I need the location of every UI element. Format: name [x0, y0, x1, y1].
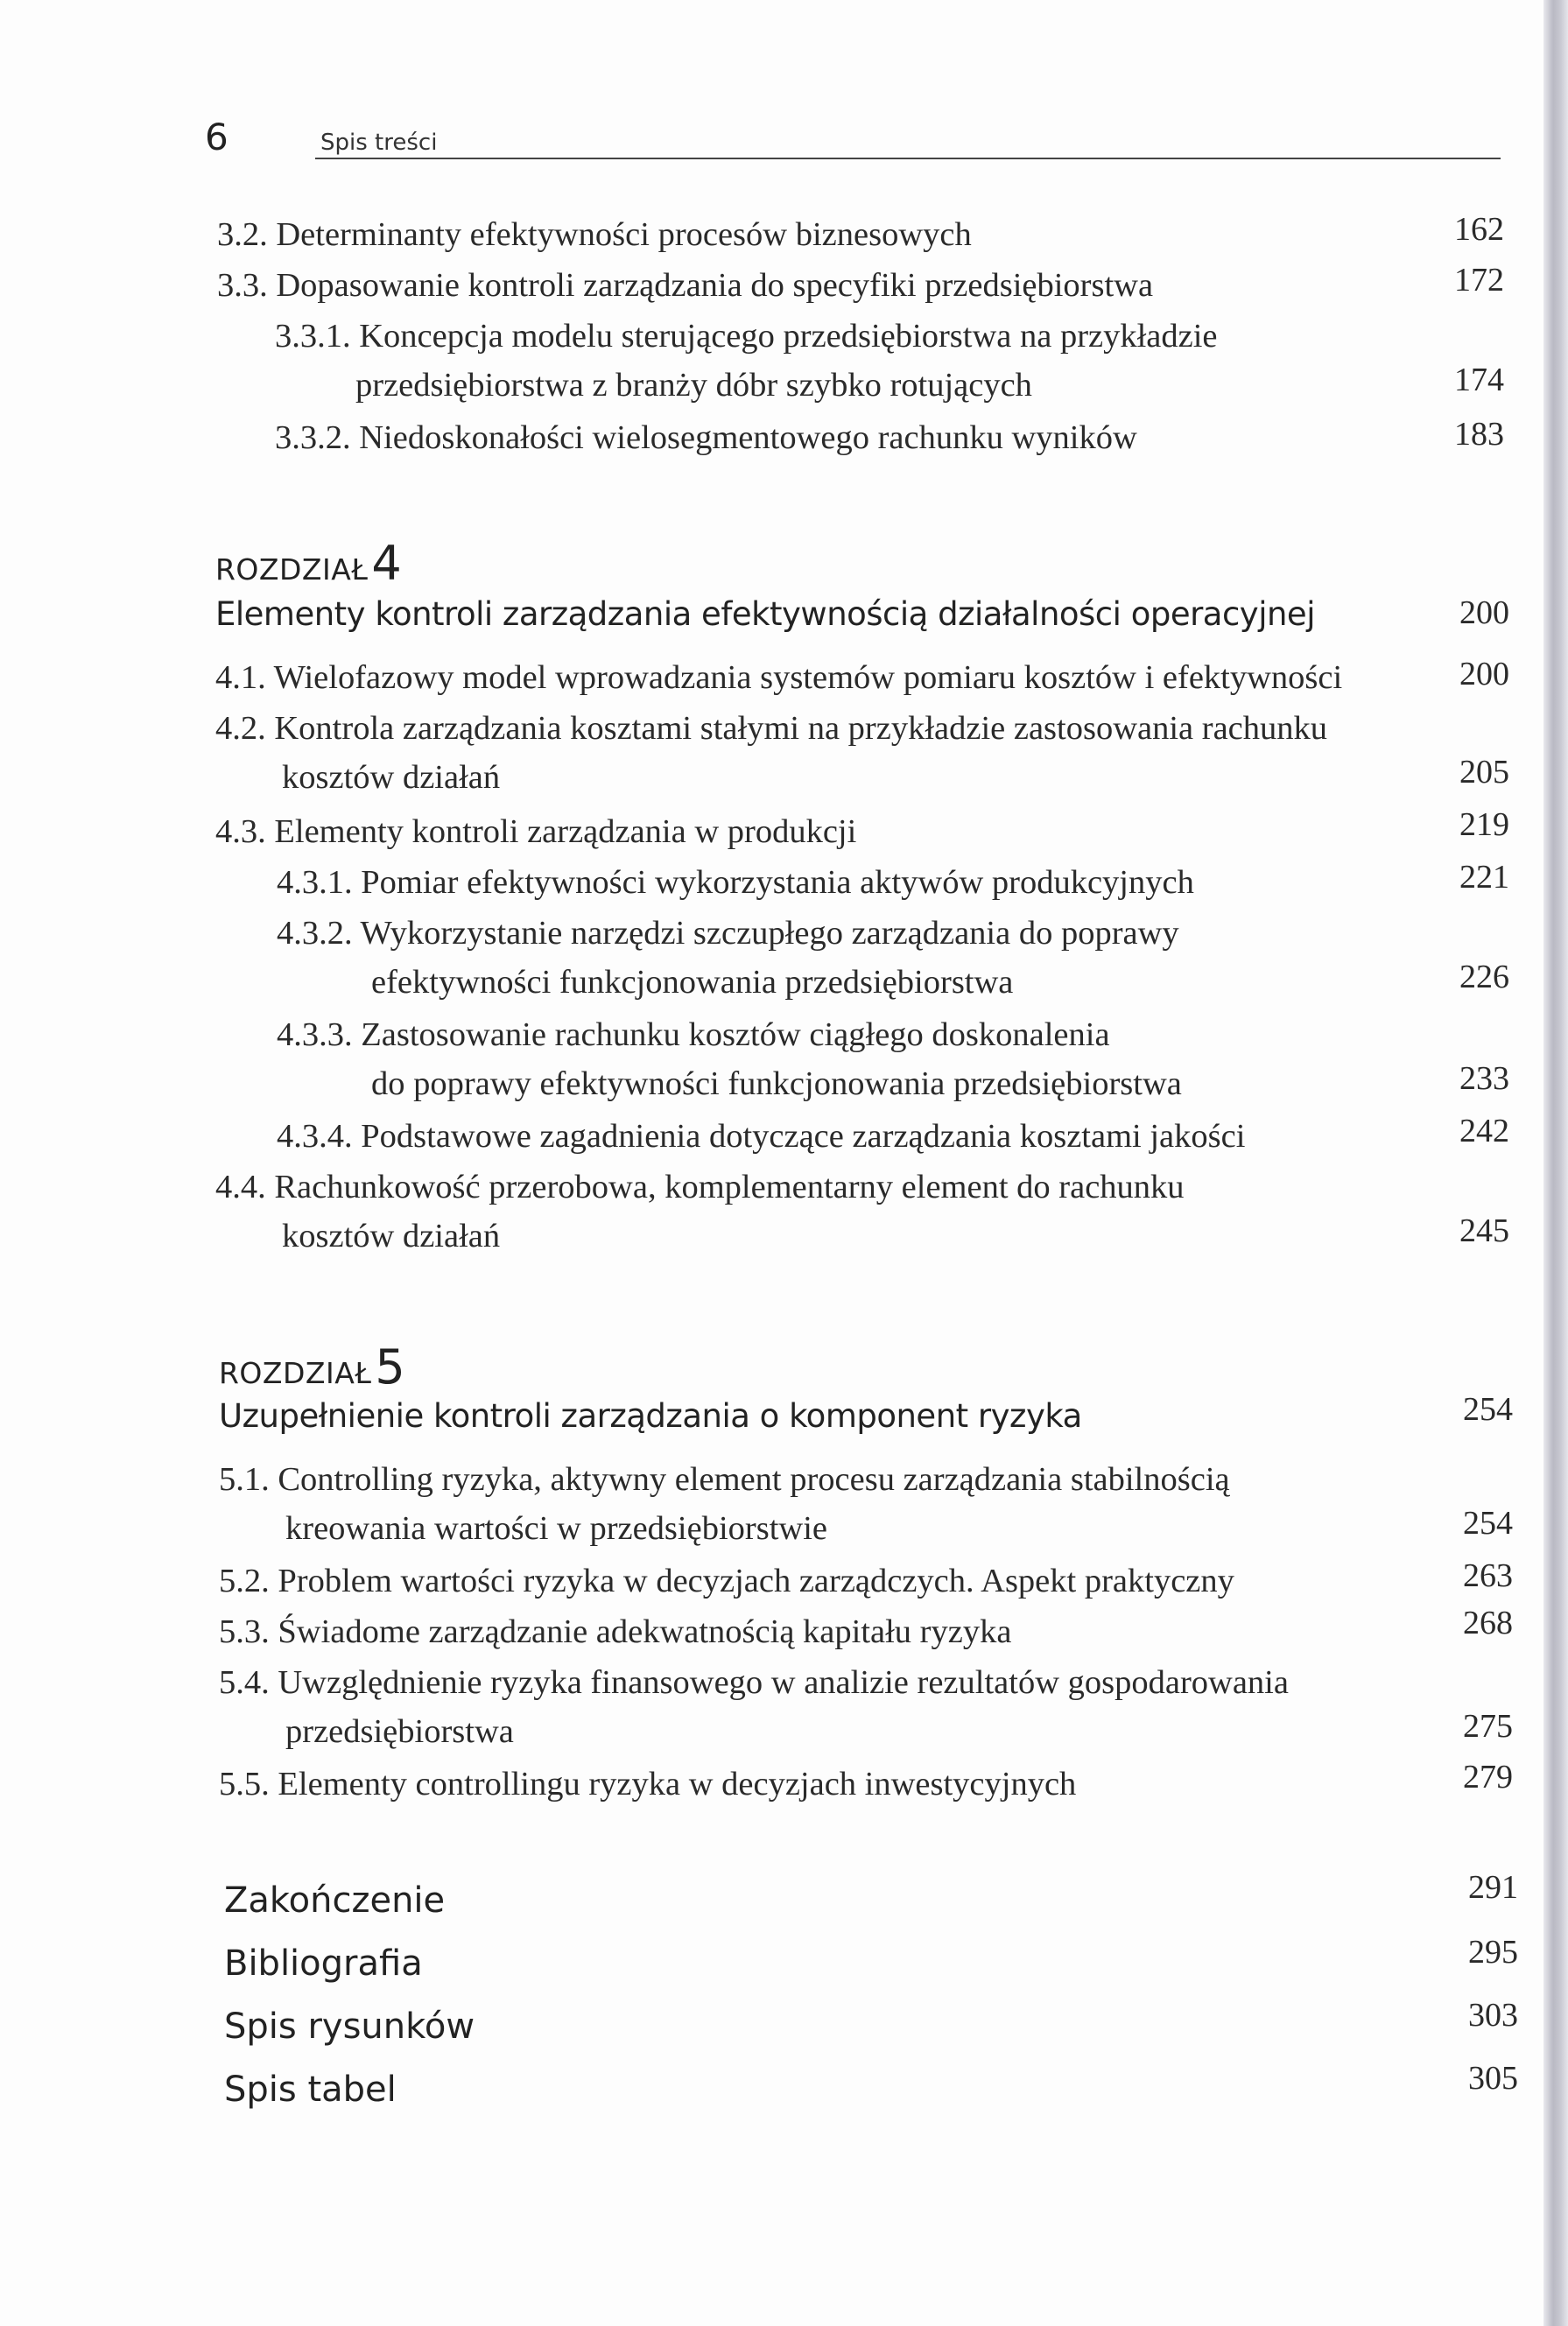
- toc-entry-4-3-4[interactable]: [277, 1113, 1509, 1156]
- toc-entry-title-line-2: kreowania wartości w przedsiębiorstwie: [285, 1510, 827, 1547]
- toc-entry-page: 200: [1459, 656, 1509, 692]
- toc-entry-4-4[interactable]: [215, 1168, 1509, 1264]
- toc-entry-3-3-1[interactable]: [275, 317, 1504, 413]
- toc-entry-4-1[interactable]: [215, 658, 1509, 697]
- running-title: Spis treści: [320, 130, 438, 156]
- toc-entry-page: 242: [1459, 1113, 1509, 1149]
- toc-entry-4-3-2[interactable]: [277, 914, 1509, 1010]
- toc-entry-page: 172: [1454, 262, 1504, 299]
- chapter-page: 254: [1463, 1391, 1513, 1428]
- end-matter-page: 305: [1468, 2060, 1518, 2097]
- end-matter-spis-tabel[interactable]: [224, 2060, 1518, 2113]
- toc-entry-page: 221: [1459, 859, 1509, 896]
- toc-entry-4-3-1[interactable]: [277, 859, 1509, 902]
- chapter-title: Elementy kontroli zarządzania efektywnością działalności operacyjnej: [215, 595, 1315, 633]
- toc-entry-title: 4.3. Elementy kontroli zarządzania w produkcji: [215, 813, 857, 850]
- toc-entry-title: 5.2. Problem wartości ryzyka w decyzjach zarządczych. Aspekt praktyczny: [219, 1563, 1234, 1599]
- scanner-edge-shadow: [1543, 0, 1568, 2326]
- toc-entry-title-line-1: 4.3.2. Wykorzystanie narzędzi szczupłego zarządzania do poprawy: [277, 915, 1179, 952]
- toc-entry-page: 279: [1463, 1759, 1513, 1795]
- toc-entry-title-line-1: 3.3.1. Koncepcja modelu sterującego przedsiębiorstwa na przykładzie: [275, 318, 1218, 355]
- toc-entry-4-3-3[interactable]: [277, 1015, 1509, 1112]
- toc-entry-title-line-1: 5.4. Uwzględnienie ryzyka finansowego w analizie rezultatów gospodarowania: [219, 1664, 1289, 1701]
- toc-entry-title: 4.1. Wielofazowy model wprowadzania systemów pomiaru kosztów i efektywności: [215, 659, 1343, 696]
- toc-entry-title: 3.2. Determinanty efektywności procesów biznesowych: [217, 216, 972, 253]
- toc-entry-3-2[interactable]: [217, 211, 1504, 254]
- chapter-title: Uzupełnienie kontroli zarządzania o komponent ryzyka: [219, 1397, 1082, 1435]
- end-matter-page: 303: [1468, 1997, 1518, 2034]
- toc-entry-page: 268: [1463, 1605, 1513, 1641]
- toc-entry-5-4[interactable]: [219, 1663, 1513, 1760]
- toc-entry-title-line-1: 4.2. Kontrola zarządzania kosztami stałymi na przykładzie zastosowania rachunku: [215, 710, 1328, 747]
- toc-entry-page: 219: [1459, 806, 1509, 843]
- toc-entry-page: 183: [1454, 416, 1504, 453]
- toc-entry-page: 205: [1459, 754, 1509, 791]
- toc-entry-title: 5.3. Świadome zarządzanie adekwatnością kapitału ryzyka: [219, 1613, 1012, 1650]
- end-matter-title: Spis rysunków: [224, 2006, 475, 2047]
- toc-entry-page: 275: [1463, 1708, 1513, 1745]
- end-matter-title: Spis tabel: [224, 2070, 397, 2110]
- chapter-page: 200: [1459, 594, 1509, 631]
- toc-entry-title: 3.3. Dopasowanie kontroli zarządzania do specyfiki przedsiębiorstwa: [217, 267, 1154, 304]
- toc-entry-title-line-2: kosztów działań: [282, 759, 501, 796]
- end-matter-spis-rysunkow[interactable]: [224, 1997, 1518, 2050]
- toc-entry-3-3-2[interactable]: [275, 418, 1504, 457]
- end-matter-zakonczenie[interactable]: [224, 1869, 1518, 1924]
- toc-entry-title-line-2: efektywności funkcjonowania przedsiębiorstwa: [371, 964, 1014, 1001]
- toc-entry-5-3[interactable]: [219, 1605, 1513, 1651]
- header-rule: [315, 158, 1501, 159]
- toc-entry-5-2[interactable]: [219, 1557, 1513, 1600]
- end-matter-page: 295: [1468, 1934, 1518, 1971]
- chapter-label: ROZDZIAŁ: [219, 1356, 372, 1390]
- toc-entry-3-3[interactable]: [217, 262, 1504, 305]
- chapter-label-4: [215, 536, 402, 591]
- toc-entry-4-2[interactable]: [215, 709, 1509, 805]
- toc-entry-title-line-1: 5.1. Controlling ryzyka, aktywny element procesu zarządzania stabilnością: [219, 1461, 1230, 1498]
- toc-entry-page: 162: [1454, 211, 1504, 248]
- toc-entry-title-line-1: 4.4. Rachunkowość przerobowa, komplementarny element do rachunku: [215, 1169, 1185, 1205]
- toc-entry-title-line-2: kosztów działań: [282, 1218, 501, 1254]
- chapter-5-heading[interactable]: [219, 1391, 1513, 1441]
- toc-entry-title-line-2: przedsiębiorstwa z branży dóbr szybko rotujących: [355, 367, 1032, 404]
- end-matter-page: 291: [1468, 1869, 1518, 1906]
- chapter-4-heading[interactable]: [215, 595, 1509, 639]
- end-matter-title: Zakończenie: [224, 1880, 446, 1921]
- toc-entry-page: 245: [1459, 1212, 1509, 1249]
- toc-entry-4-3[interactable]: [215, 806, 1509, 851]
- toc-entry-page: 254: [1463, 1505, 1513, 1542]
- toc-entry-title-line-2: do poprawy efektywności funkcjonowania przedsiębiorstwa: [371, 1065, 1182, 1102]
- toc-entry-5-1[interactable]: [219, 1460, 1513, 1557]
- page-number: 6: [205, 116, 229, 158]
- toc-entry-page: 263: [1463, 1557, 1513, 1594]
- toc-entry-title: 5.5. Elementy controllingu ryzyka w decyzjach inwestycyjnych: [219, 1766, 1077, 1802]
- toc-entry-5-5[interactable]: [219, 1759, 1513, 1803]
- end-matter-title: Bibliografia: [224, 1943, 423, 1984]
- chapter-number: 4: [371, 536, 403, 591]
- end-matter-bibliografia[interactable]: [224, 1934, 1518, 1987]
- chapter-number: 5: [375, 1339, 406, 1395]
- chapter-label: ROZDZIAŁ: [215, 552, 369, 587]
- toc-entry-title: 3.3.2. Niedoskonałości wielosegmentowego rachunku wyników: [275, 419, 1137, 456]
- toc-entry-page: 174: [1454, 362, 1504, 398]
- toc-entry-page: 226: [1459, 959, 1509, 995]
- chapter-label-5: [219, 1339, 405, 1395]
- toc-entry-title: 4.3.1. Pomiar efektywności wykorzystania aktywów produkcyjnych: [277, 864, 1194, 901]
- toc-entry-title: 4.3.4. Podstawowe zagadnienia dotyczące zarządzania kosztami jakości: [277, 1118, 1246, 1155]
- toc-entry-title-line-1: 4.3.3. Zastosowanie rachunku kosztów ciągłego doskonalenia: [277, 1016, 1110, 1053]
- toc-entry-page: 233: [1459, 1060, 1509, 1097]
- toc-entry-title-line-2: przedsiębiorstwa: [285, 1713, 514, 1750]
